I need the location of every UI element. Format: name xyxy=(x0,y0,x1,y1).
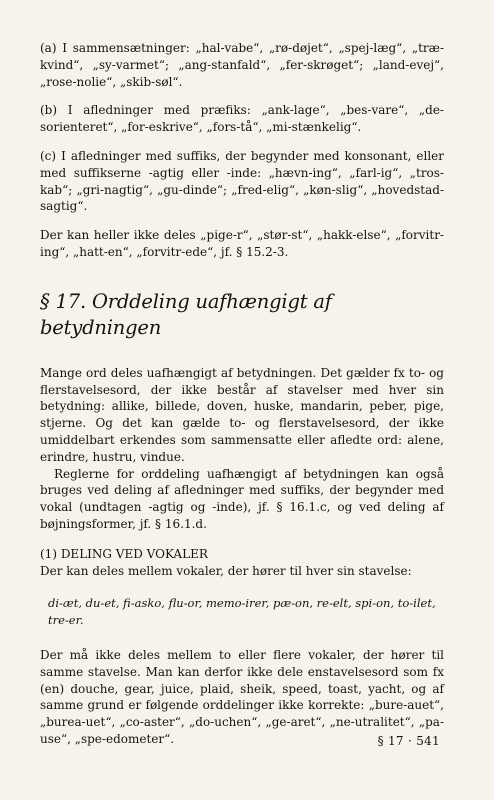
section-c: (c) I afledninger med suffiks, der begynder med konsonant, eller med suffikserne -agtig eller -inde: „hævn-ing“, „farl-ig“, „tros-kab“; „gri-nagtig“, „gu-dinde“; „fred-elig“, „køn-slig“, „hovedstad-sagtig“. xyxy=(40,148,444,214)
subheading: (1) DELING VED VOKALER xyxy=(40,546,208,561)
section-heading: § 17. Orddeling uafhængigt af betydningen xyxy=(40,289,332,339)
section-a: (a) I sammensætninger: „hal-vabe“, „rø-døjet“, „spej-læg“, „træ-kvind“, „sy-varmet“; „ang-stanfald“, „fer-skrøget“; „land-evej“, „rose-nolie“, „skib-søl“. xyxy=(40,41,444,89)
page-footer: § 17 · 541 xyxy=(377,734,440,748)
intro-paragraph: Mange ord deles uafhængigt af betydningen. Det gælder fx to- og flerstavelsesord, der ikke består af stavelser med hver sin betydning: allike, billede, doven, huske, mandarin, peber, pige, stjerne. Og det kan gælde to- og flerstavelsesord, der ikke umiddelbart erkendes som sammensatte eller afledte ord: alene, erindre, hustru, vindue. xyxy=(40,365,444,464)
vowel-paragraph: Der kan deles mellem vokaler, der hører til hver sin stavelse: xyxy=(40,563,412,578)
rules-paragraph: Reglerne for orddeling uafhængigt af betydningen kan også bruges ved deling af afledninger med suffiks, der begynder med vokal (undtagen -agtig og -inde), jf. § 16.1.c, og ved deling af bøjningsformer, jf. § 16.1.d. xyxy=(40,466,444,531)
closing-paragraph: Der må ikke deles mellem to eller flere vokaler, der hører til samme stavelse. Man kan derfor ikke dele enstavelsesord som fx (en) douche, gear, juice, plaid, sheik, speed, toast, yacht, og af samme grund er følgende orddelinger ikke korrekte: „bure-auet“, „burea-uet“, „co-aster“, „do-uchen“, „ge-aret“, „ne-utralitet“, „pa-use“, „spe-edometer“. xyxy=(40,647,444,746)
no-split-paragraph: Der kan heller ikke deles „pige-r“, „stør-st“, „hakk-else“, „forvitr-ing“, „hatt-en“, „forvitr-ede“, jf. § 15.2-3. xyxy=(40,228,444,259)
section-b: (b) I afledninger med præfiks: „ank-lage“, „bes-vare“, „de-sorienteret“, „for-eskrive“, „fors-tå“, „mi-stænkelig“. xyxy=(40,103,444,135)
example-list: di-æt, du-et, fi-asko, flu-or, memo-irer, pæ-on, re-elt, spi-on, to-ilet, tre-er. xyxy=(48,596,436,628)
